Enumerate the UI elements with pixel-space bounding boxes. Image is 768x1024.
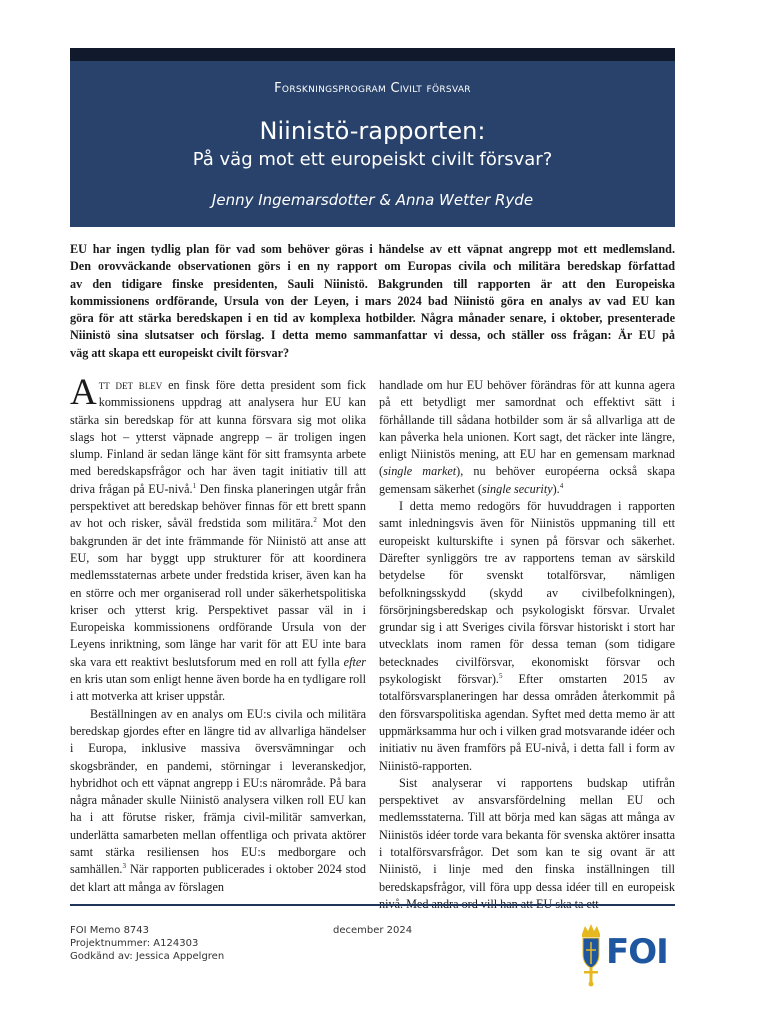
text: handlade om hur EU behöver förändras för att kunna agera på ett betydligt mer samordnat och effektivt sätt i förhållande till sådana hotbilder som är så allvarliga att de kan påverka hela unionen. Kort sagt, det räcker inte längre, enligt Niinistös mening, att EU har en gemensam marknad ( bbox=[379, 378, 675, 479]
emphasis: single market bbox=[383, 464, 457, 479]
paragraph bbox=[379, 498, 675, 775]
approved-by: Godkänd av: Jessica Appelgren bbox=[70, 951, 225, 962]
text: Mot den bakgrunden är det inte främmande för Niinistö att anse att EU, som har byggt upp strukturer för att koordinera medlemsstaternas arbete under fredstida kriser, även kan ha en större och mer organiserad roll under säkerhetspolitiska kriser och ytterst krig. Perspektivet passar väl in i Europeiska kommissionens ordförande Ursula von der Leyens inriktning, som länge har varit för att EU inte bara ska vara ett reaktivt beslutsforum med en roll att fylla bbox=[70, 516, 366, 669]
paragraph bbox=[70, 706, 366, 896]
authors: Jenny Ingemarsdotter & Anna Wetter Ryde bbox=[211, 191, 534, 209]
memo-number: FOI Memo 8743 bbox=[70, 925, 150, 936]
text: Efter omstarten 2015 av totalförsvarsplaneringen har dessa områden återkommit på den försvarspolitiska agendan. Syftet med detta memo är att uppmärksamma hur och i vilken grad motsvarande idéer och initiativ nu även framförs på EU-nivå, i detta fall i form av Niinistö-rapporten. bbox=[379, 672, 676, 773]
footnote-ref[interactable]: 3 bbox=[122, 862, 126, 871]
page-subtitle: På väg mot ett europeiskt civilt försvar? bbox=[192, 149, 553, 170]
footnote-ref[interactable]: 2 bbox=[313, 516, 317, 525]
text: När rapporten publicerades i oktober 2024 stod det klart att många av förslagen bbox=[70, 862, 366, 894]
project-number: Projektnummer: A124303 bbox=[70, 938, 199, 949]
text: Den finska planeringen utgår från perspektivet att beredskap behöver finnas för ett brett spann av hot och risker, såväl fredstida som militära. bbox=[70, 481, 366, 531]
text: Beställningen av en analys om EU:s civila och militära beredskap gjordes efter en längre tid av allvarliga händelser i Europa, inklusive massiva översvämningar och skogsbränder, en pandemi, störningar i leveranskedjor, hybridhot och ett väpnat angrepp i EU:s närområde. På bara några månader skulle Niinistö analysera vilken roll EU kan ha i att förutse risker, främja civil-militär samverkan, underlätta samarbeten mellan offentliga och privata aktörer samt stärka resiliensen hos EU:s medborgare och samhällen. bbox=[70, 706, 366, 877]
series-label: Forskningsprogram Civilt försvar bbox=[274, 81, 471, 96]
text: ), nu behöver européerna också skapa gemensam säkerhet ( bbox=[379, 464, 675, 496]
footnote-ref[interactable]: 5 bbox=[498, 671, 503, 680]
page-title: Niinistö-rapporten: bbox=[259, 117, 486, 145]
footer-rule bbox=[70, 904, 675, 906]
paragraph bbox=[70, 372, 366, 706]
abstract-line: kommissionens ordförande, Ursula von der Leyen, i mars 2024 bad Niinistö göra en analys av vad EU kan bbox=[70, 293, 675, 308]
text: ). bbox=[552, 481, 560, 496]
abstract-line: Niinistö sina slutsatser och förslag. I detta memo sammanfattar vi dessa, och ställer oss frågan: Är EU på bbox=[70, 328, 675, 343]
foi-logo: FOI bbox=[606, 932, 668, 972]
abstract-line: väg att skapa ett europeiskt civilt försvar? bbox=[70, 345, 290, 360]
lead-in: tt det blev bbox=[98, 378, 163, 392]
text: I detta memo redogörs för huvuddragen i rapporten samt inledningsvis även för Niinistös uppmaning till ett europeiskt kulturskifte i synen på försvar och säkerhet. Därefter synliggörs tre av rapportens teman av särskild betydelse för svenskt totalförsvar, nämligen befolkningsskydd (skydd av civilbefolkningen), försörjningsberedskap och psykologiskt försvar. Urvalet grundar sig i att Sveriges civila försvar historiskt i stort har utvecklats inom ramen för dessa teman (som tidigare betecknades civilförsvar, ekonomiskt försvar och psykologiskt försvar). bbox=[379, 499, 675, 687]
emphasis: efter bbox=[343, 654, 366, 669]
paragraph: Sist analyserar vi rapportens budskap utifrån perspektivet av ansvarsfördelning mellan EU och medlemsstaterna. Till att börja med kan sägas att många av Niinistös idéer torde vara bekanta för svenska aktörer insatta i totalförsvarsfrågor. Det som kan te sig ovant är att Niinistö, i linje med den finska inställningen till beredskapsfrågor, vill föra upp dessa idéer till en europeisk bbox=[379, 775, 675, 894]
body-column-right bbox=[379, 377, 675, 913]
abstract-line: av den tidigare finske presidenten, Sauli Niinistö. Bakgrunden till rapporten är att den Europeiska bbox=[70, 276, 675, 291]
emphasis: single security bbox=[481, 481, 553, 496]
paragraph bbox=[379, 377, 675, 498]
abstract-line: göra för att stärka beredskapen i en tid av komplexa hotbilder. Några månader senare, i oktober, presenterade bbox=[70, 311, 675, 326]
title-banner bbox=[70, 61, 675, 227]
text: en kris utan som enligt henne även borde ha en tydligare roll i att motverka att kriser uppstår. bbox=[70, 672, 366, 704]
abstract-line: EU har ingen tydlig plan för vad som behöver göras i händelse av ett väpnat angrepp mot ett medlemsland. bbox=[70, 242, 675, 256]
publication-date: december 2024 bbox=[333, 925, 413, 936]
drop-cap: A bbox=[70, 372, 97, 413]
abstract-line: Den orovväckande observationen görs i en ny rapport om Europas civila och militära beredskap författad bbox=[70, 259, 675, 274]
footnote-ref[interactable]: 1 bbox=[192, 481, 197, 490]
body-column-left bbox=[70, 372, 366, 896]
footer-meta bbox=[70, 924, 224, 963]
footnote-ref[interactable]: 4 bbox=[559, 481, 564, 490]
abstract bbox=[70, 241, 675, 362]
text: en finsk före detta president som fick kommissionens uppdrag att analysera hur EU kan stärka sin beredskap för att kunna försvara sig mot olika slags hot – ytterst väpnade angrepp – är troligen ingen slump. Finland är sedan länge känt för sitt framsynta arbete med beredskapsfrågor och har även tagit initiativ till att driva frågan på EU-nivå. bbox=[70, 378, 366, 496]
header-top-bar bbox=[70, 48, 675, 61]
